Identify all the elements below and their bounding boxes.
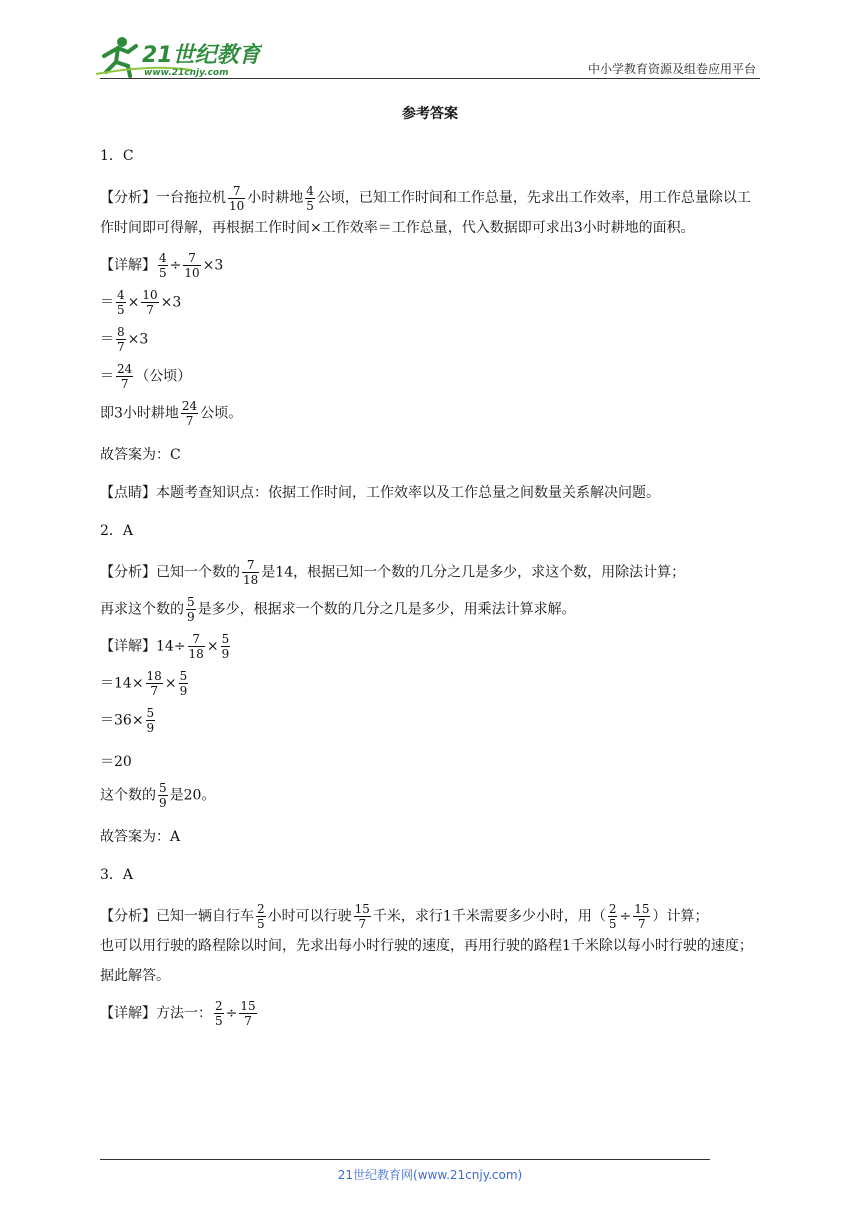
q3-number: 3．A <box>100 867 134 883</box>
analysis-label: 【分析】 <box>100 908 156 925</box>
fraction-5-9: $\frac{5}{9}$ <box>159 781 167 810</box>
q2-analysis-line1: 【分析】已知一个数的 $\frac{7}{18}$ 是14，根据已知一个数的几分之几是多少，求这个数，用除法计算； <box>100 558 686 587</box>
logo-brand: 21世纪教育 <box>142 43 261 68</box>
fraction-5-9: $\frac{5}{9}$ <box>179 669 188 698</box>
q1-point: 【点睛】本题考查知识点：依据工作时间，工作效率以及工作总量之间数量关系解决问题。 <box>100 485 660 501</box>
fraction-2-5: $\frac{2}{5}$ <box>257 902 265 931</box>
q2-detail-step1: 【详解】14÷ $\frac{7}{18}$ × $\frac{5}{9}$ <box>100 632 230 661</box>
page-title: 参考答案 <box>402 106 458 122</box>
fraction-8-7: $\frac{8}{7}$ <box>117 325 125 354</box>
fraction-10-7: $\frac{10}{7}$ <box>142 288 158 317</box>
fraction-2-5: $\frac{2}{5}$ <box>608 902 617 931</box>
fraction-15-7: $\frac{15}{7}$ <box>354 902 370 931</box>
q1-answer: 故答案为：C <box>100 447 181 463</box>
q1-detail-step4: ＝ $\frac{24}{7}$ （公顷） <box>100 362 192 391</box>
detail-label: 【详解】 <box>100 257 156 274</box>
fraction-5-9: $\frac{5}{9}$ <box>221 632 230 661</box>
fraction-5-9: $\frac{5}{9}$ <box>146 706 155 735</box>
fraction-15-7: $\frac{15}{7}$ <box>634 902 650 931</box>
fraction-24-7: $\frac{24}{7}$ <box>181 399 198 428</box>
fraction-2-5: $\frac{2}{5}$ <box>215 999 223 1028</box>
q2-detail-step4: ＝20 <box>100 754 132 770</box>
q1-number: 1．C <box>100 148 134 164</box>
footer-divider <box>100 1159 710 1160</box>
point-label: 【点睛】 <box>100 485 156 501</box>
fraction-18-7: $\frac{18}{7}$ <box>146 669 162 698</box>
detail-label: 【详解】 <box>100 1005 156 1022</box>
fraction-7-18: $\frac{7}{18}$ <box>243 558 259 587</box>
header-tagline: 中小学教育资源及组卷应用平台 <box>587 62 756 76</box>
q1-detail-step3: ＝ $\frac{8}{7}$ ×3 <box>100 325 149 354</box>
q3-detail-method1: 【详解】方法一： $\frac{2}{5}$ ÷ $\frac{15}{7}$ <box>100 999 256 1028</box>
footer-link[interactable]: 21世纪教育网(www.21cnjy.com) <box>337 1168 523 1182</box>
q3-analysis-line1: 【分析】已知一辆自行车 $\frac{2}{5}$ 小时可以行驶 $\frac{15}{7}$ 千米，求行1千米需要多少小时，用（ $\frac{2}{5}$ ÷ $\frac{15}{7}$ ）计算； <box>100 902 709 931</box>
q1-analysis: 【分析】一台拖拉机 $\frac{7}{10}$ 小时耕地 $\frac{4}{5}$ 公顷，已知工作时间和工作总量，先求出工作效率，用工作总量除以工作时间即可得解，再根据工作时间×工作效率＝工作总量，代入数据即可求出3小时耕地的面积。 <box>100 183 751 236</box>
q1-result: 即3小时耕地 $\frac{24}{7}$ 公顷。 <box>100 399 243 428</box>
fraction-7-10: $\frac{7}{10}$ <box>229 183 245 213</box>
fraction-4-5: $\frac{4}{5}$ <box>117 288 125 317</box>
fraction-4-5: $\frac{4}{5}$ <box>159 251 167 280</box>
fraction-7-18: $\frac{7}{18}$ <box>188 632 204 661</box>
analysis-label: 【分析】 <box>100 564 156 581</box>
fraction-4-5: $\frac{4}{5}$ <box>306 183 314 213</box>
q2-analysis-line2: 再求这个数的 $\frac{5}{9}$ 是多少，根据求一个数的几分之几是多少，用乘法计算求解。 <box>100 595 576 624</box>
runner-logo-icon <box>92 34 262 78</box>
fraction-15-7: $\frac{15}{7}$ <box>240 999 256 1028</box>
fraction-24-7: $\frac{24}{7}$ <box>117 362 133 391</box>
fraction-7-10: $\frac{7}{10}$ <box>184 251 200 280</box>
logo-url: www.21cnjy.com <box>144 68 229 78</box>
q2-answer: 故答案为：A <box>100 829 181 845</box>
q3-analysis-line2: 也可以用行驶的路程除以时间，先求出每小时行驶的速度，再用行驶的路程1千米除以每小时行驶的速度；据此解答。 <box>100 938 753 984</box>
q2-result: 这个数的 $\frac{5}{9}$ 是20。 <box>100 781 216 810</box>
answer-content <box>100 145 760 1028</box>
q2-detail-step3: ＝36× $\frac{5}{9}$ <box>100 706 155 735</box>
fraction-5-9: $\frac{5}{9}$ <box>187 595 195 624</box>
q1-detail-step2: ＝ $\frac{4}{5}$ × $\frac{10}{7}$ ×3 <box>100 288 182 317</box>
header-divider <box>100 78 760 79</box>
detail-label: 【详解】 <box>100 638 156 655</box>
q2-number: 2．A <box>100 523 134 539</box>
q1-detail-step1: 【详解】 $\frac{4}{5}$ ÷ $\frac{7}{10}$ ×3 <box>100 251 224 280</box>
analysis-label: 【分析】 <box>100 190 156 206</box>
q2-detail-step2: ＝14× $\frac{18}{7}$ × $\frac{5}{9}$ <box>100 669 188 698</box>
site-logo <box>92 34 262 78</box>
